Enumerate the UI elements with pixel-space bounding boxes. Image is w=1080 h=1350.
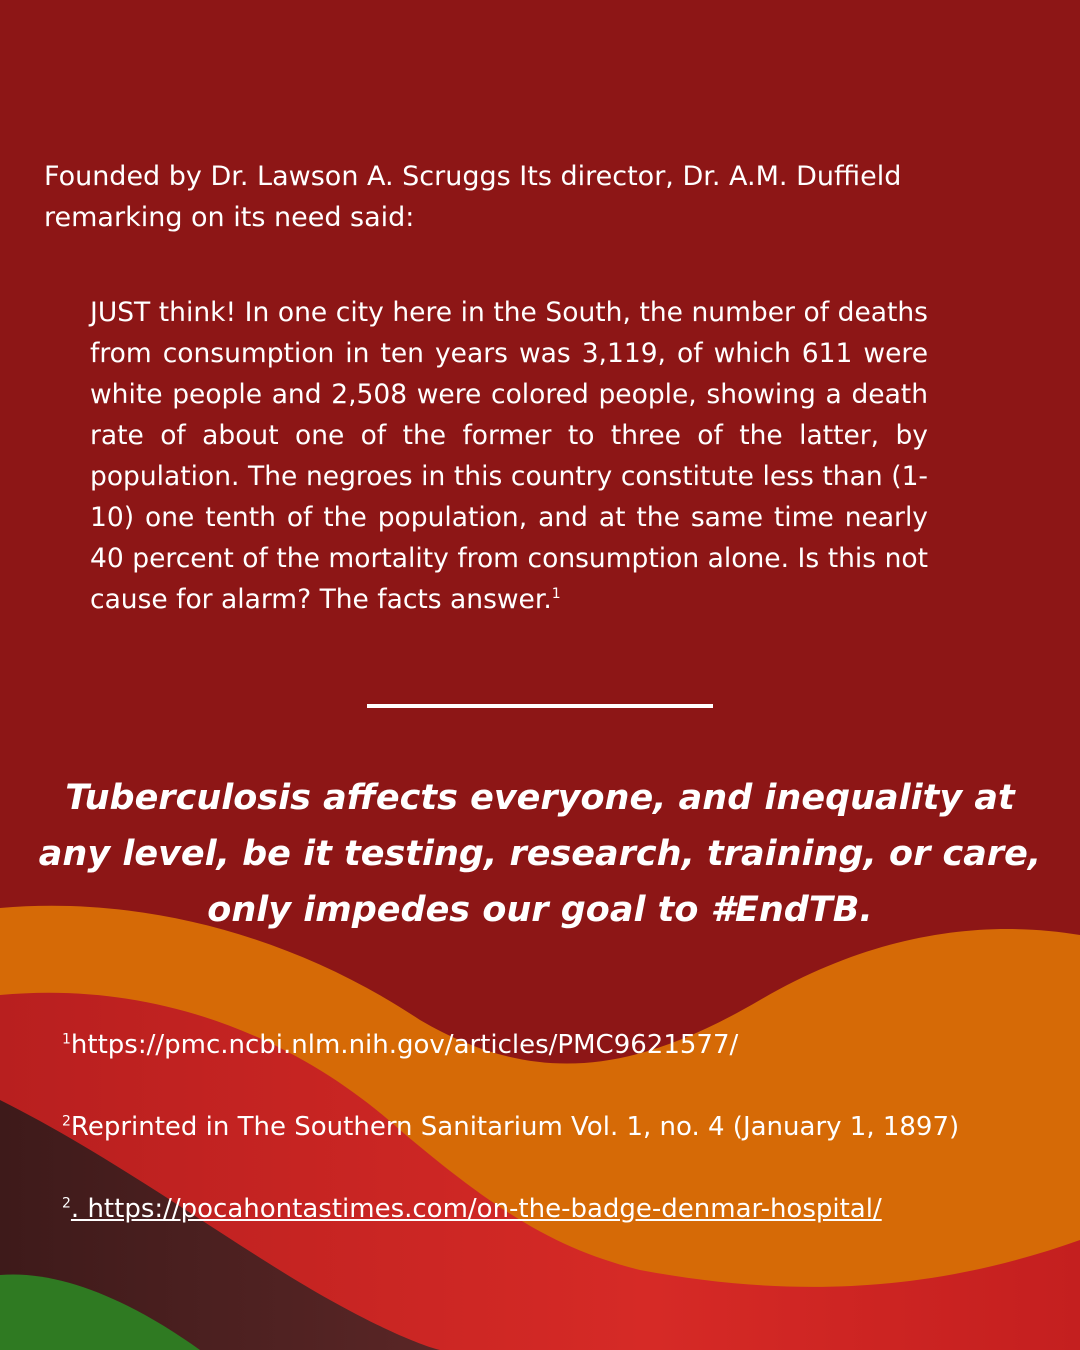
source-3-link[interactable]: . https://pocahontastimes.com/on-the-badge-denmar-hospital/ bbox=[70, 1194, 882, 1224]
source-1 bbox=[62, 1028, 1062, 1062]
source-2-marker: 2 bbox=[62, 1113, 71, 1130]
quote-block bbox=[90, 292, 928, 620]
source-1-marker: 1 bbox=[62, 1031, 71, 1048]
source-3-marker: 2 bbox=[62, 1195, 71, 1212]
source-1-link[interactable]: https://pmc.ncbi.nlm.nih.gov/articles/PMC9621577/ bbox=[70, 1030, 739, 1060]
source-2-text: Reprinted in The Southern Sanitarium Vol. 1, no. 4 (January 1, 1897) bbox=[70, 1112, 960, 1142]
quote-footnote-marker: 1 bbox=[551, 586, 561, 603]
source-2 bbox=[62, 1110, 1062, 1144]
divider-line bbox=[367, 704, 713, 708]
tagline: Tuberculosis affects everyone, and inequality at any level, be it testing, research, training, or care, only impedes our goal to #EndTB. bbox=[38, 778, 1042, 930]
intro-text: Founded by Dr. Lawson A. Scruggs Its director, Dr. A.M. Duffield remarking on its need said: bbox=[44, 161, 902, 233]
quote-text: JUST think! In one city here in the South, the number of deaths from consumption in ten years was 3,119, of which 611 were white people and 2,508 were colored people, showing a death rate of about one of the former to three of the latter, by population. The negroes in this country constitute less than (1-10) one tenth of the population, and at the same time nearly 40 percent of the mortality from consumption alone. Is this not cause for alarm? The facts answer. bbox=[90, 297, 928, 615]
source-3 bbox=[62, 1192, 1062, 1226]
